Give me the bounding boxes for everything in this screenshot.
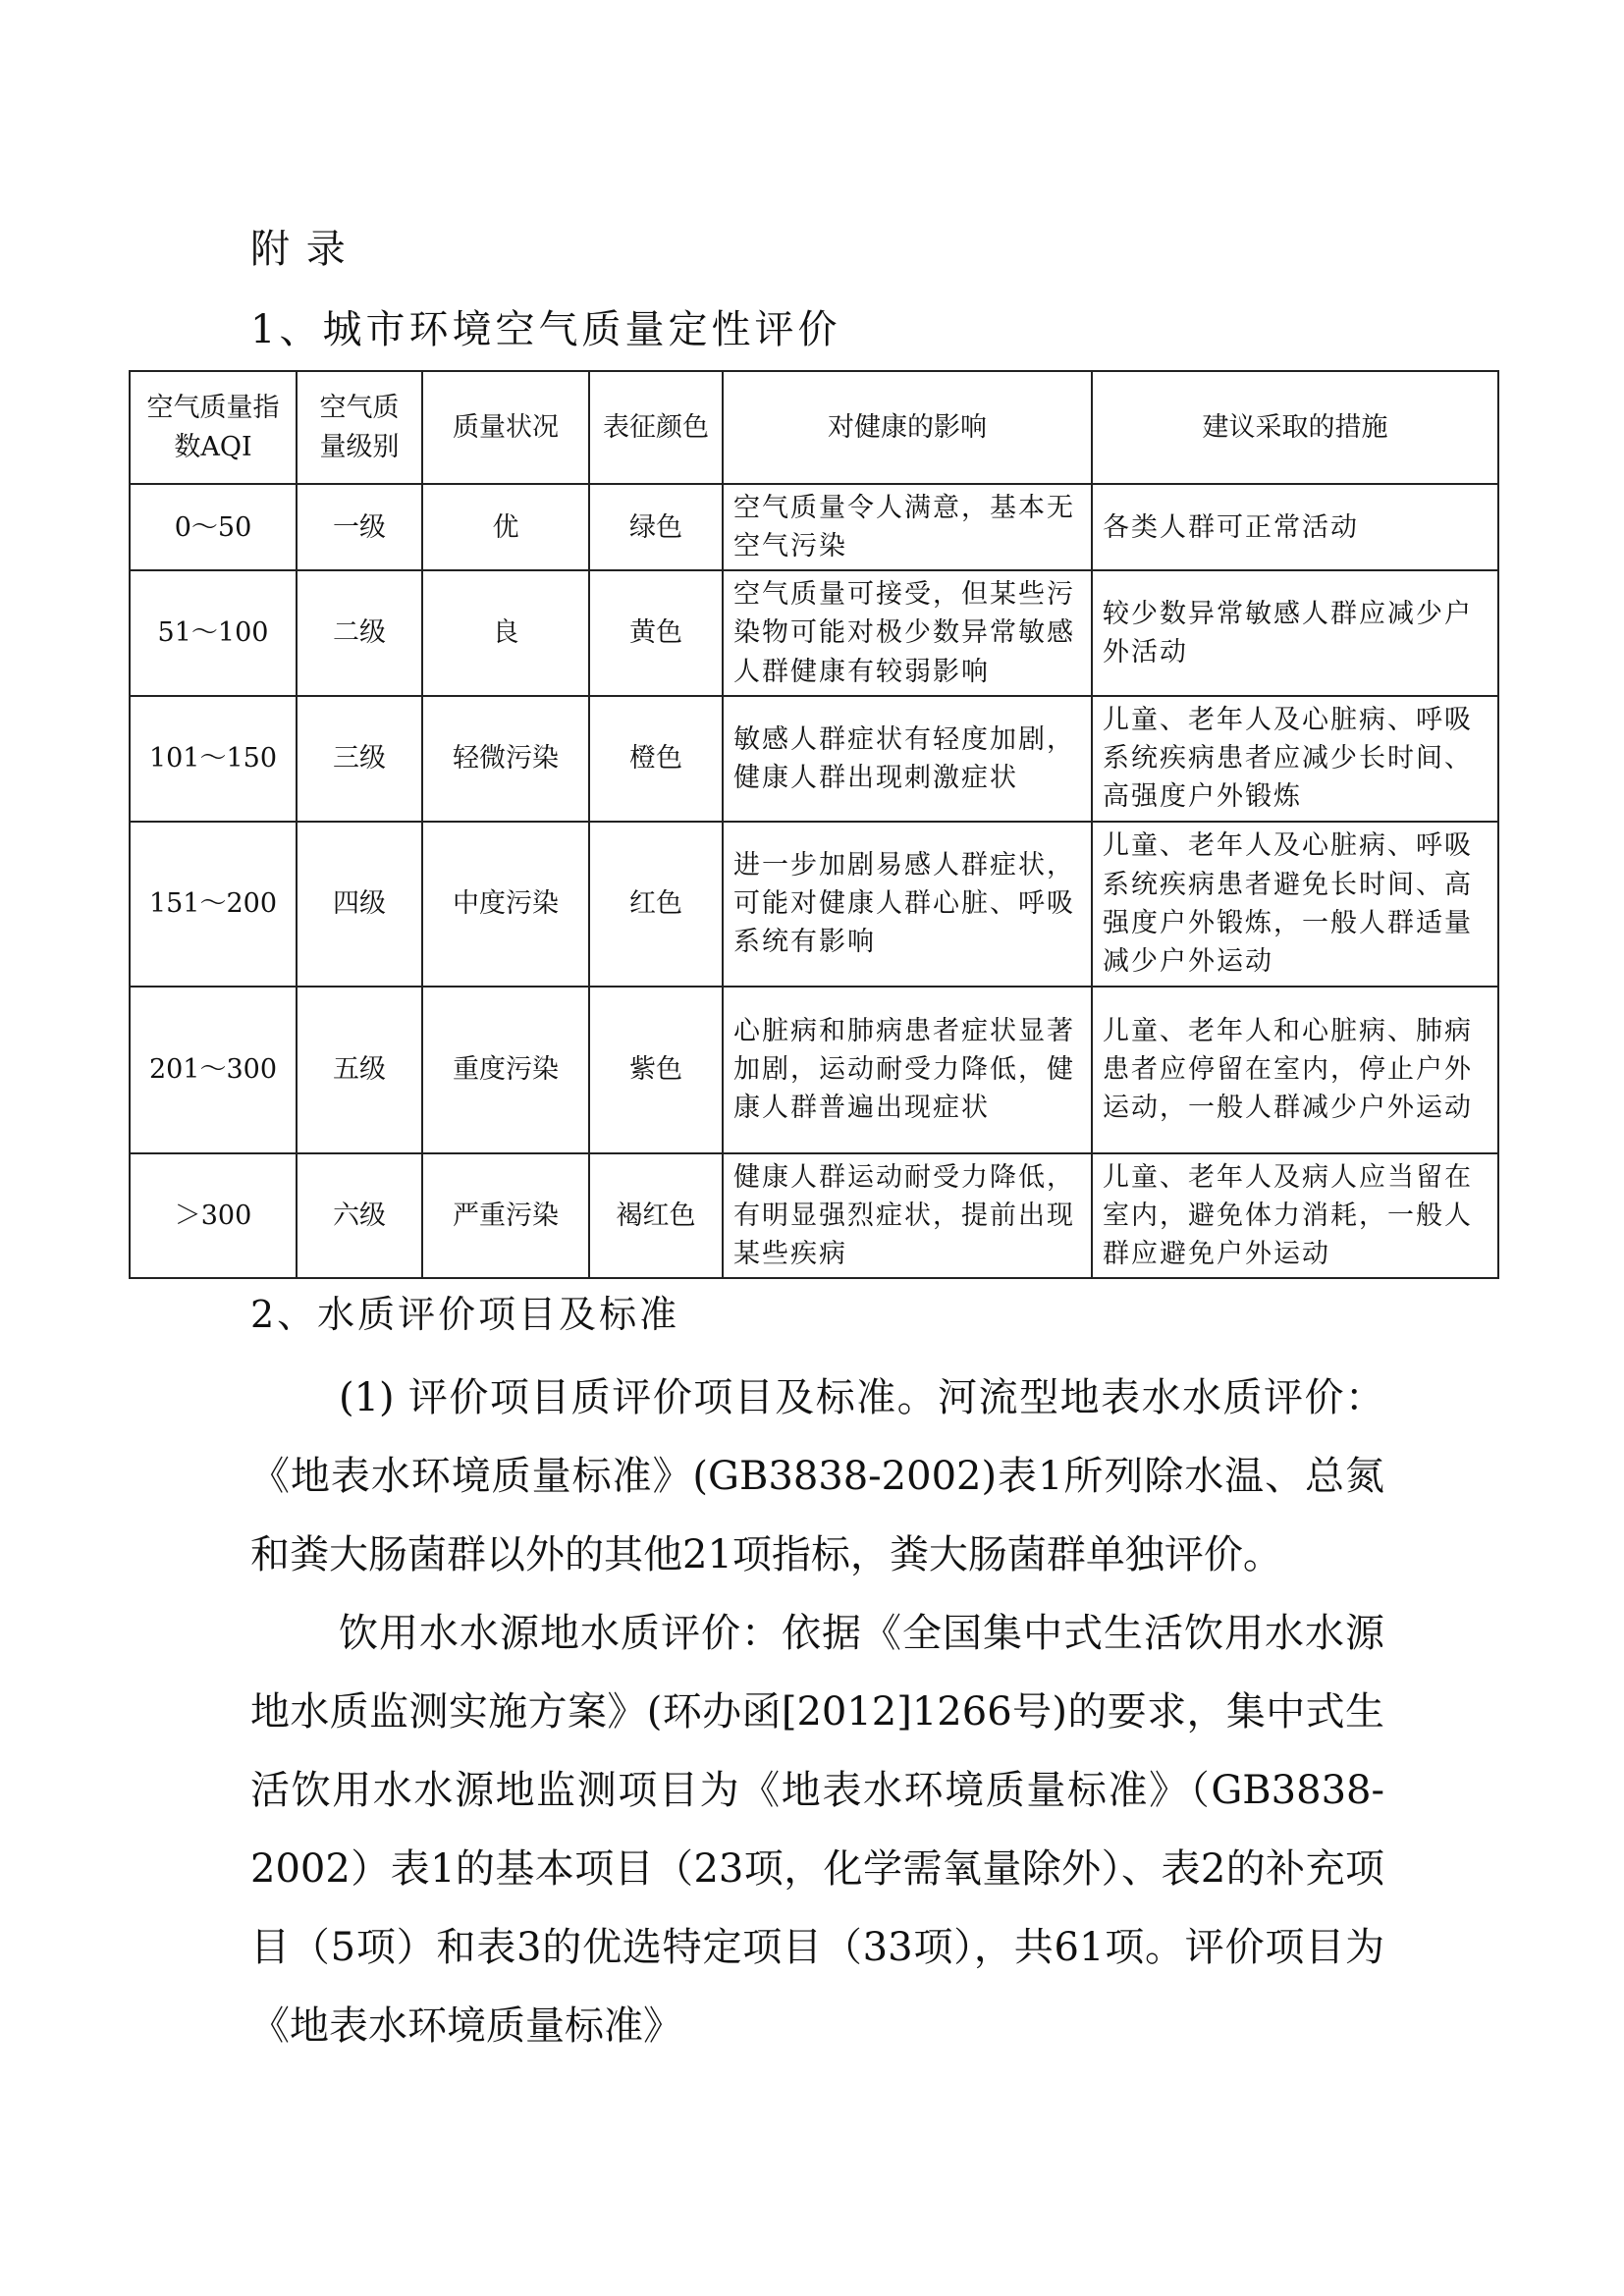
- cell-measures: 各类人群可正常活动: [1092, 484, 1498, 570]
- cell-aqi: 51～100: [130, 570, 297, 695]
- paragraph: (1) 评价项目质评价项目及标准。河流型地表水水质评价：《地表水环境质量标准》(GB3838-2002)表1所列除水温、总氮和粪大肠菌群以外的其他21项指标，粪大肠菌群单独评价。: [250, 1375, 1384, 1577]
- cell-status: 优: [422, 484, 589, 570]
- cell-color: 褐红色: [589, 1153, 723, 1278]
- cell-health-impact: 心脏病和肺病患者症状显著加剧，运动耐受力降低，健康人群普遍出现症状: [723, 987, 1092, 1153]
- cell-measures: 儿童、老年人和心脏病、肺病患者应停留在室内，停止户外运动，一般人群减少户外运动: [1092, 987, 1498, 1153]
- cell-measures: 儿童、老年人及心脏病、呼吸系统疾病患者避免长时间、高强度户外锻炼，一般人群适量减少户外运动: [1092, 822, 1498, 987]
- header-level: 空气质量级别: [297, 371, 422, 484]
- cell-status: 良: [422, 570, 589, 695]
- cell-level: 二级: [297, 570, 422, 695]
- cell-health-impact: 健康人群运动耐受力降低，有明显强烈症状，提前出现某些疾病: [723, 1153, 1092, 1278]
- cell-aqi: ＞300: [130, 1153, 297, 1278]
- cell-level: 四级: [297, 822, 422, 987]
- header-status: 质量状况: [422, 371, 589, 484]
- table-row: [130, 822, 1498, 987]
- cell-color: 紫色: [589, 987, 723, 1153]
- cell-level: 三级: [297, 696, 422, 822]
- cell-color: 黄色: [589, 570, 723, 695]
- table-row: [130, 570, 1498, 695]
- header-health-impact: 对健康的影响: [723, 371, 1092, 484]
- section-1-heading: 1、城市环境空气质量定性评价: [250, 307, 841, 352]
- cell-aqi: 201～300: [130, 987, 297, 1153]
- cell-aqi: 0～50: [130, 484, 297, 570]
- cell-status: 中度污染: [422, 822, 589, 987]
- header-color: 表征颜色: [589, 371, 723, 484]
- appendix-heading: 附 录: [250, 227, 348, 272]
- section-2-heading: 2、水质评价项目及标准: [250, 1293, 680, 1336]
- cell-status: 重度污染: [422, 987, 589, 1153]
- cell-color: 红色: [589, 822, 723, 987]
- cell-health-impact: 进一步加剧易感人群症状，可能对健康人群心脏、呼吸系统有影响: [723, 822, 1092, 987]
- cell-aqi: 151～200: [130, 822, 297, 987]
- cell-health-impact: 空气质量令人满意，基本无空气污染: [723, 484, 1092, 570]
- cell-level: 一级: [297, 484, 422, 570]
- table-row: [130, 1153, 1498, 1278]
- cell-level: 五级: [297, 987, 422, 1153]
- cell-color: 橙色: [589, 696, 723, 822]
- header-aqi: 空气质量指数AQI: [130, 371, 297, 484]
- cell-health-impact: 空气质量可接受，但某些污染物可能对极少数异常敏感人群健康有较弱影响: [723, 570, 1092, 695]
- cell-measures: 较少数异常敏感人群应减少户外活动: [1092, 570, 1498, 695]
- cell-level: 六级: [297, 1153, 422, 1278]
- body-text: [250, 1359, 1384, 2065]
- paragraph: 饮用水水源地水质评价：依据《全国集中式生活饮用水水源地水质监测实施方案》(环办函[2012]1266号)的要求，集中式生活饮用水水源地监测项目为《地表水环境质量标准》（GB3838-2002）表1的基本项目（23项，化学需氧量除外）、表2的补充项目（5项）和表3的优选特定项目（33项），共61项。评价项目为《地表水环境质量标准》: [250, 1611, 1384, 2049]
- aqi-table: [129, 370, 1499, 1279]
- header-measures: 建议采取的措施: [1092, 371, 1498, 484]
- cell-status: 轻微污染: [422, 696, 589, 822]
- cell-measures: 儿童、老年人及心脏病、呼吸系统疾病患者应减少长时间、高强度户外锻炼: [1092, 696, 1498, 822]
- table-row: [130, 484, 1498, 570]
- table-row: [130, 987, 1498, 1153]
- cell-health-impact: 敏感人群症状有轻度加剧，健康人群出现刺激症状: [723, 696, 1092, 822]
- table-row: [130, 696, 1498, 822]
- cell-measures: 儿童、老年人及病人应当留在室内，避免体力消耗，一般人群应避免户外运动: [1092, 1153, 1498, 1278]
- cell-color: 绿色: [589, 484, 723, 570]
- cell-aqi: 101～150: [130, 696, 297, 822]
- cell-status: 严重污染: [422, 1153, 589, 1278]
- table-header-row: [130, 371, 1498, 484]
